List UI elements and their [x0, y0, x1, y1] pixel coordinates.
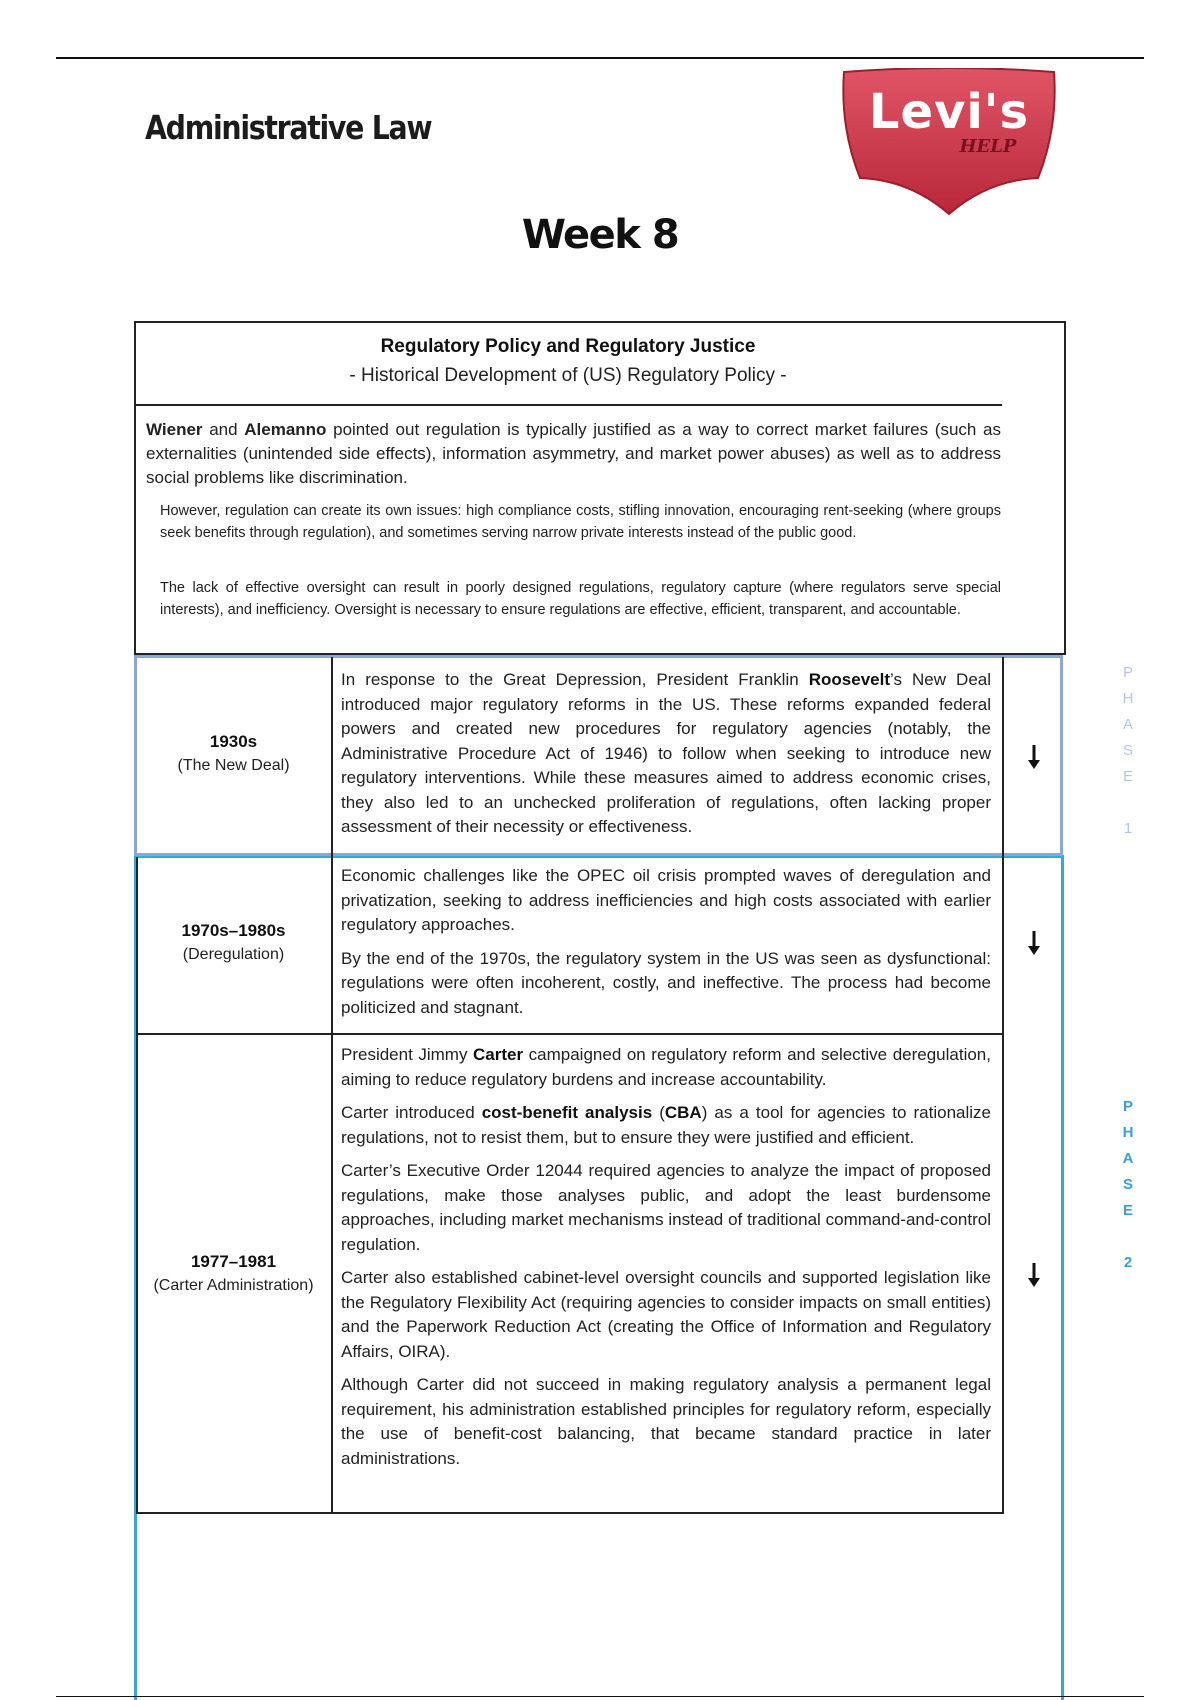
phase2-label: P H A S E 2 [1122, 1098, 1134, 1271]
phase2-bracket-right [1061, 855, 1064, 1700]
period-year: 1970s–1980s [181, 921, 286, 940]
down-arrow-icon [1025, 744, 1043, 770]
table-column-divider [1002, 657, 1004, 1514]
week-heading: Week 8 [521, 212, 679, 258]
top-rule [56, 57, 1144, 59]
topic-subtitle: - Historical Development of (US) Regulatory Policy - [349, 365, 787, 386]
author-wiener: Wiener [146, 420, 203, 439]
period-label: (The New Deal) [177, 757, 290, 774]
logo-brand: Levi's [868, 84, 1030, 140]
row-divider [136, 1033, 1004, 1035]
topic-divider [134, 404, 1002, 406]
down-arrow-icon [1025, 1262, 1043, 1288]
period-label: (Deregulation) [182, 946, 285, 963]
period-description: In response to the Great Depression, President Franklin Roosevelt’s New Deal introduced major regulatory reforms in the US. These reforms expanded federal powers and created new procedures for regulatory agencies (notably, the Administrative Procedure Act of 1946) to follow when seeking to introduce new regulatory interventions. While these measures aimed to address economic crises, they also led to an unchecked proliferation of regulations, often lacking proper assessment of their necessity or effectiveness. [341, 670, 991, 836]
period-description: President Jimmy Carter campaigned on regulatory reform and selective deregulation, aiming to reduce regulatory burdens and increase accountability. Carter introduced cost-benefit analysis (CBA) as a tool for agencies to rationalize regulations, not to resist them, but to ensure they were justified and efficient. Carter’s Executive Order 12044 required agencies to analyze the impact of proposed regulations, make those analyses public, and adopt the least burdensome approaches, including market mechanisms instead of traditional command-and-control regulation. Carter also established cabinet-level oversight councils and supported legislation like the Regulatory Flexibility Act (requiring agencies to consider impacts on small entities) and the Paperwork Reduction Act (creating the Office of Information and Regulatory Affairs, OIRA). Although Carter did not succeed in making regulatory analysis a permanent legal requirement, his administration established principles for regulatory reform, especially the use of benefit-cost balancing, that became standard practice in later administrations. [341, 1045, 991, 1468]
author-alemanno: Alemanno [244, 420, 327, 439]
period-cell [136, 1250, 331, 1298]
period-label: (Carter Administration) [153, 1277, 314, 1294]
logo-tagline: HELP [959, 136, 1017, 157]
table-bottom-border [136, 1512, 1004, 1514]
period-description: Economic challenges like the OPEC oil crisis prompted waves of deregulation and privatization, seeking to address inefficiencies and high costs associated with earlier regulatory approaches. By the end of the 1970s, the regulatory system in the US was seen as dysfunctional: regulations were often incoherent, costly, and ineffective. The process had become politicized and stagnant. [341, 866, 991, 1017]
course-title: Administrative Law [145, 108, 432, 147]
period-year: 1930s [209, 732, 258, 751]
period-cell [136, 919, 331, 967]
note-paragraph: The lack of effective oversight can result in poorly designed regulations, regulatory capture (where regulators serve special interests), and inefficiency. Oversight is necessary to ensure regulations are effective, efficient, transparent, and accountable. [160, 580, 1001, 618]
levis-help-logo [838, 68, 1060, 216]
bottom-rule [56, 1696, 1144, 1697]
period-year: 1977–1981 [190, 1252, 277, 1271]
table-column-divider [331, 657, 333, 1514]
phase1-label: P H A S E 1 [1122, 664, 1134, 837]
intro-paragraph: Wiener and Alemanno pointed out regulation is typically justified as a way to correct market failures (such as externalities (unintended side effects), information asymmetry, and market power abuses) as well as to address social problems like discrimination. [146, 420, 1002, 487]
note-paragraph: However, regulation can create its own issues: high compliance costs, stifling innovation, encouraging rent-seeking (where groups seek benefits through regulation), and sometimes serving narrow private interests instead of the public good. [160, 503, 1001, 541]
period-cell [136, 730, 331, 778]
down-arrow-icon [1025, 930, 1043, 956]
topic-title: Regulatory Policy and Regulatory Justice [380, 336, 756, 357]
